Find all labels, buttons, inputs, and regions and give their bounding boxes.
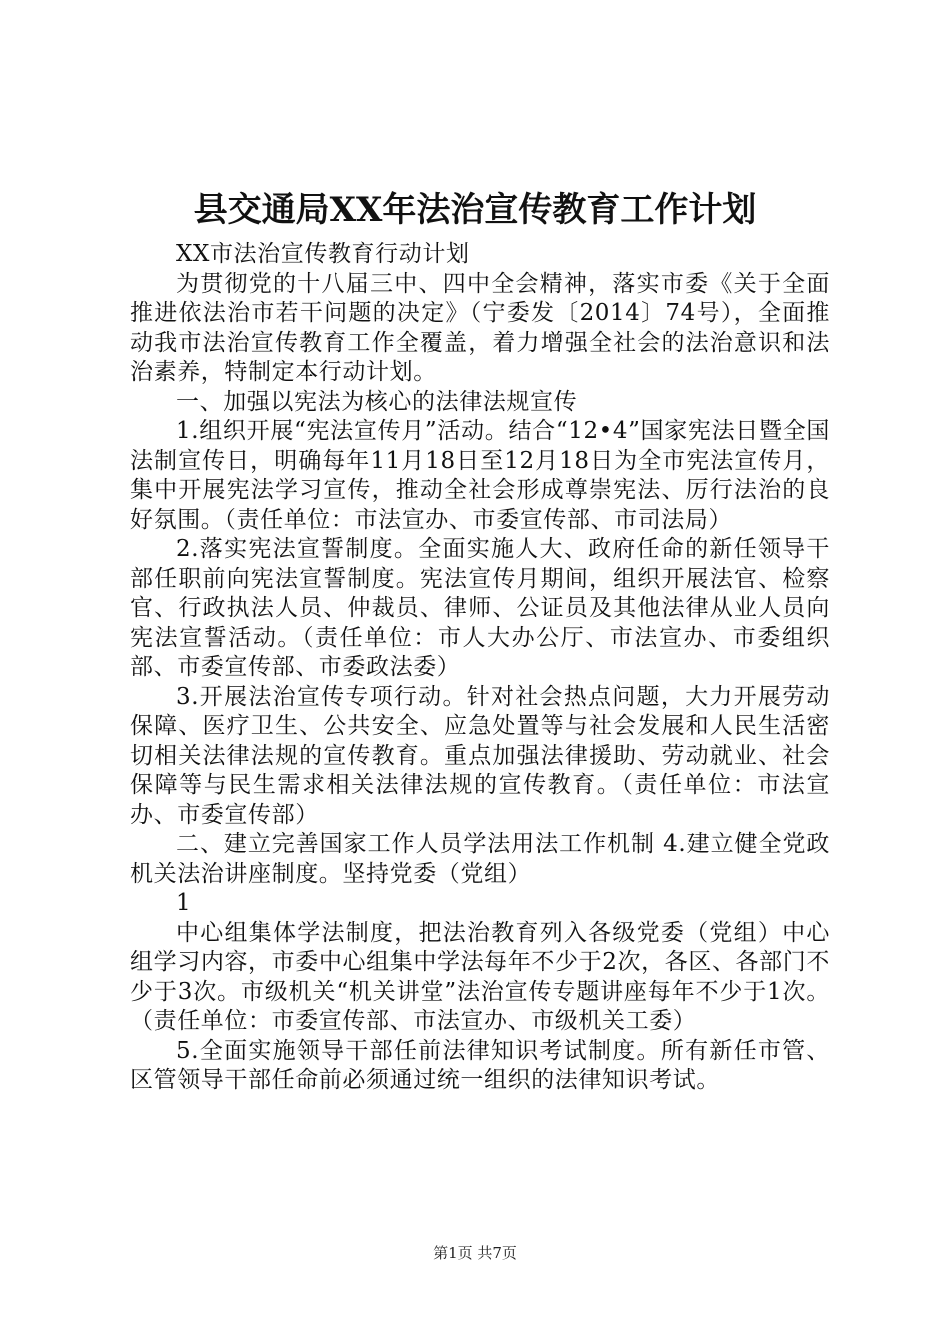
paragraph-item-5: 5.全面实施领导干部任前法律知识考试制度。所有新任市管、区管领导干部任命前必须通过统一组织的法律知识考试。	[130, 1037, 830, 1093]
paragraph-item-3: 3.开展法治宣传专项行动。针对社会热点问题，大力开展劳动保障、医疗卫生、公共安全、应急处置等与社会发展和人民生活密切相关法律法规的宣传教育。重点加强法律援助、劳动就业、社会保障等与民生需求相关法律法规的宣传教育。（责任单位：市法宣办、市委宣传部）	[130, 683, 830, 828]
document-page	[130, 180, 830, 1096]
section-heading-1: 一、加强以宪法为核心的法律法规宣传	[176, 388, 578, 415]
paragraph-item-2: 2.落实宪法宣誓制度。全面实施人大、政府任命的新任领导干部任职前向宪法宣誓制度。宪法宣传月期间，组织开展法官、检察官、行政执法人员、仲裁员、律师、公证员及其他法律从业人员向宪法宣誓活动。（责任单位：市人大办公厅、市法宣办、市委组织部、市委宣传部、市委政法委）	[130, 536, 830, 680]
paragraph-intro: 为贯彻党的十八届三中、四中全会精神，落实市委《关于全面推进依法治市若干问题的决定》（宁委发〔2014〕74号），全面推动我市法治宣传教育工作全覆盖，着力增强全社会的法治意识和法治素养，特制定本行动计划。	[130, 270, 830, 385]
page-footer: 第1页 共7页	[433, 1244, 517, 1262]
paragraph-item-4-cont: 中心组集体学法制度，把法治教育列入各级党委（党组）中心组学习内容，市委中心组集中学法每年不少于2次，各区、各部门不少于3次。市级机关“机关讲堂”法治宣传专题讲座每年不少于1次。（责任单位：市委宣传部、市法宣办、市级机关工委）	[130, 919, 830, 1034]
paragraph-item-1: 1.组织开展“宪法宣传月”活动。结合“12•4”国家宪法日暨全国法制宣传日，明确每年11月18日至12月18日为全市宪法宣传月，集中开展宪法学习宣传，推动全社会形成尊崇宪法、厉行法治的良好氛围。（责任单位：市法宣办、市委宣传部、市司法局）	[130, 418, 830, 533]
paragraph-plan-title: XX市法治宣传教育行动计划	[176, 241, 470, 267]
inline-page-number: 1	[176, 890, 191, 916]
document-title: 县交通局XX年法治宣传教育工作计划	[193, 190, 757, 230]
section-heading-2: 二、建立完善国家工作人员学法用法工作机制 4.建立健全党政机关法治讲座制度。坚持党委（党组）	[130, 831, 830, 887]
